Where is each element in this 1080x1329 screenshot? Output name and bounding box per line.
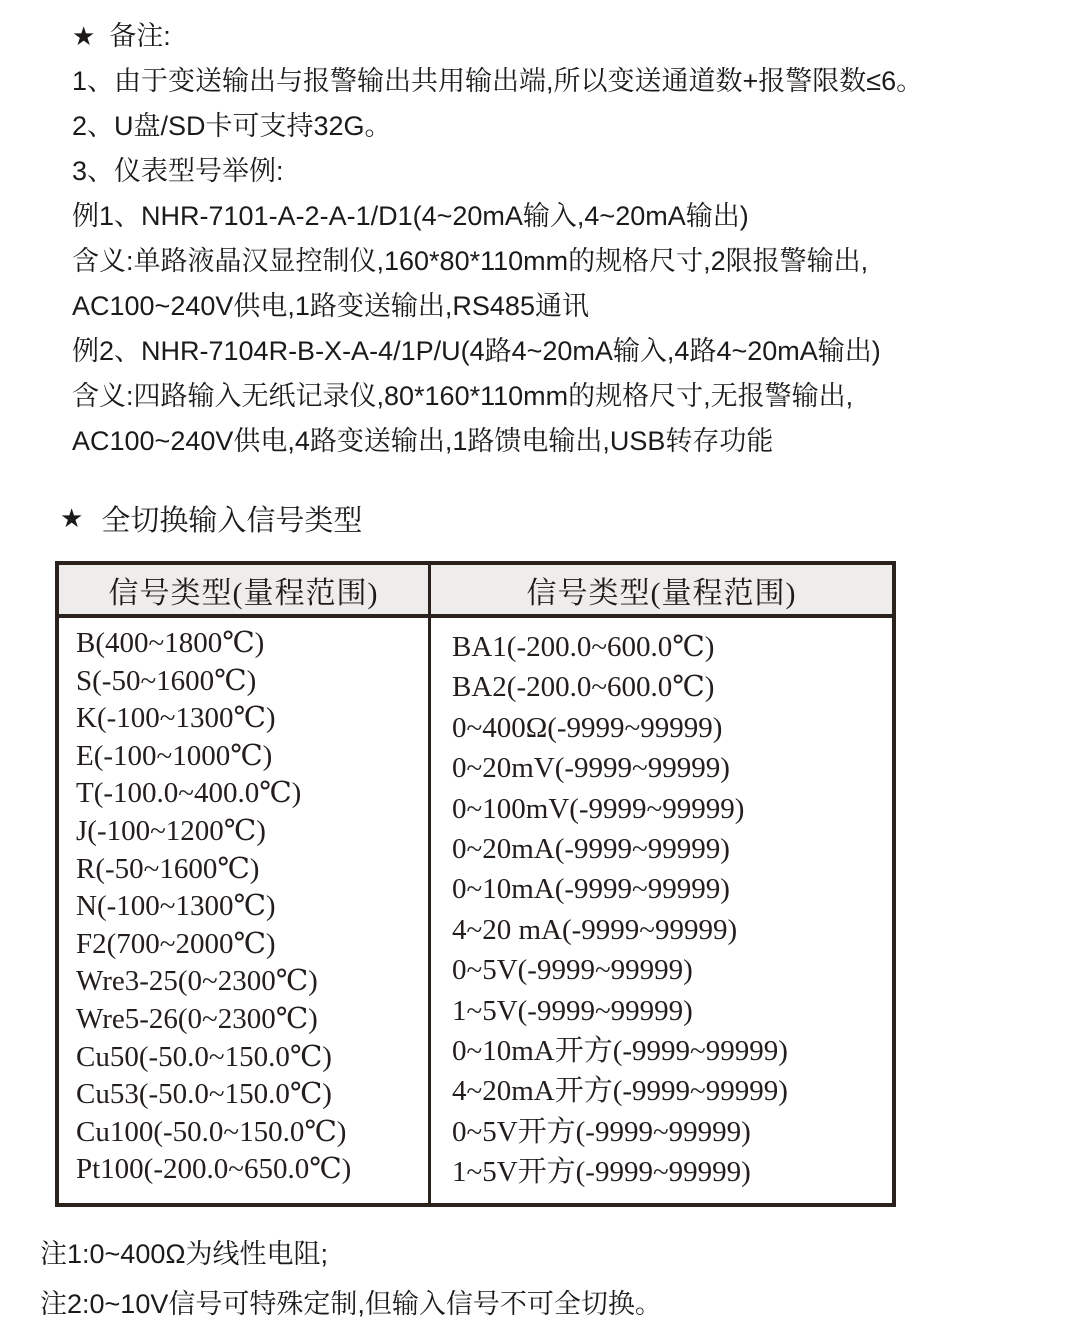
signal-row: Cu50(-50.0~150.0℃) [76, 1040, 332, 1073]
signal-row: 0~100mV(-9999~99999) [452, 792, 745, 825]
signal-table [55, 561, 896, 1207]
notes-title: 备注: [109, 21, 171, 51]
signal-row: F2(700~2000℃) [76, 927, 276, 960]
example-1-meaning: 含义:单路液晶汉显控制仪,160*80*110mm的规格尺寸,2限报警输出, [72, 246, 869, 276]
signal-row: T(-100.0~400.0℃) [76, 777, 302, 810]
signal-table-header [59, 565, 892, 618]
signal-row: 4~20 mA(-9999~99999) [452, 913, 738, 946]
signal-row: E(-100~1000℃) [76, 739, 273, 772]
signal-row: J(-100~1200℃) [76, 814, 266, 847]
footnote-2: 注2:0~10V信号可特殊定制,但输入信号不可全切换。 [40, 1288, 662, 1319]
signal-row: BA1(-200.0~600.0℃) [452, 631, 715, 663]
signal-row: Cu100(-50.0~150.0℃) [76, 1115, 347, 1148]
signal-row: S(-50~1600℃) [76, 664, 257, 697]
signal-row: Wre3-25(0~2300℃) [76, 965, 318, 998]
manual-page [0, 14, 1080, 1329]
signal-column-left [59, 618, 431, 1203]
example-1-meaning-cont: AC100~240V供电,1路变送输出,RS485通讯 [72, 291, 589, 321]
signal-title-text: 全切换输入信号类型 [101, 505, 363, 537]
signal-row: 0~5V开方(-9999~99999) [452, 1115, 751, 1148]
signal-row: Wre5-26(0~2300℃) [76, 1002, 318, 1035]
signal-row: 0~20mA(-9999~99999) [452, 833, 730, 866]
signal-table-body [59, 618, 892, 1203]
signal-row: R(-50~1600℃) [76, 852, 260, 885]
notes-heading [72, 14, 1080, 59]
table-header-cell-left: 信号类型(量程范围) [59, 565, 431, 614]
notes-section [72, 14, 1080, 464]
signal-row: 0~400Ω(-9999~99999) [452, 711, 723, 744]
signal-row: 1~5V(-9999~99999) [452, 994, 693, 1027]
note-item-3: 3、仪表型号举例: [72, 156, 284, 186]
note-item-2: 2、U盘/SD卡可支持32G。 [72, 111, 392, 141]
signal-row: B(400~1800℃) [76, 627, 265, 659]
signal-section-title [60, 498, 1080, 539]
signal-row: 0~10mA开方(-9999~99999) [452, 1035, 788, 1068]
example-2-meaning-cont: AC100~240V供电,4路变送输出,1路馈电输出,USB转存功能 [72, 426, 774, 456]
signal-row: 1~5V开方(-9999~99999) [452, 1156, 751, 1189]
signal-row: BA2(-200.0~600.0℃) [452, 671, 715, 704]
signal-row: Cu53(-50.0~150.0℃) [76, 1078, 332, 1111]
signal-row: N(-100~1300℃) [76, 890, 276, 923]
signal-row: Pt100(-200.0~650.0℃) [76, 1153, 352, 1186]
footnote-1: 注1:0~400Ω为线性电阻; [40, 1238, 329, 1269]
footnotes-section [40, 1229, 1080, 1329]
signal-row: 0~10mA(-9999~99999) [452, 873, 730, 906]
signal-row: 0~5V(-9999~99999) [452, 954, 693, 987]
signal-row: 0~20mV(-9999~99999) [452, 752, 730, 785]
example-2-meaning: 含义:四路输入无纸记录仪,80*160*110mm的规格尺寸,无报警输出, [72, 381, 854, 411]
table-header-cell-right: 信号类型(量程范围) [526, 576, 797, 610]
example-1-model: 例1、NHR-7101-A-2-A-1/D1(4~20mA输入,4~20mA输出) [72, 201, 749, 231]
signal-row: K(-100~1300℃) [76, 702, 276, 735]
signal-column-right [431, 618, 892, 1203]
note-item-1: 1、由于变送输出与报警输出共用输出端,所以变送通道数+报警限数≤6。 [72, 66, 924, 96]
star-icon: ★ [72, 21, 96, 51]
example-2-model: 例2、NHR-7104R-B-X-A-4/1P/U(4路4~20mA输入,4路4~20mA输出) [72, 336, 881, 366]
signal-row: 4~20mA开方(-9999~99999) [452, 1075, 788, 1108]
star-icon: ★ [60, 503, 84, 533]
